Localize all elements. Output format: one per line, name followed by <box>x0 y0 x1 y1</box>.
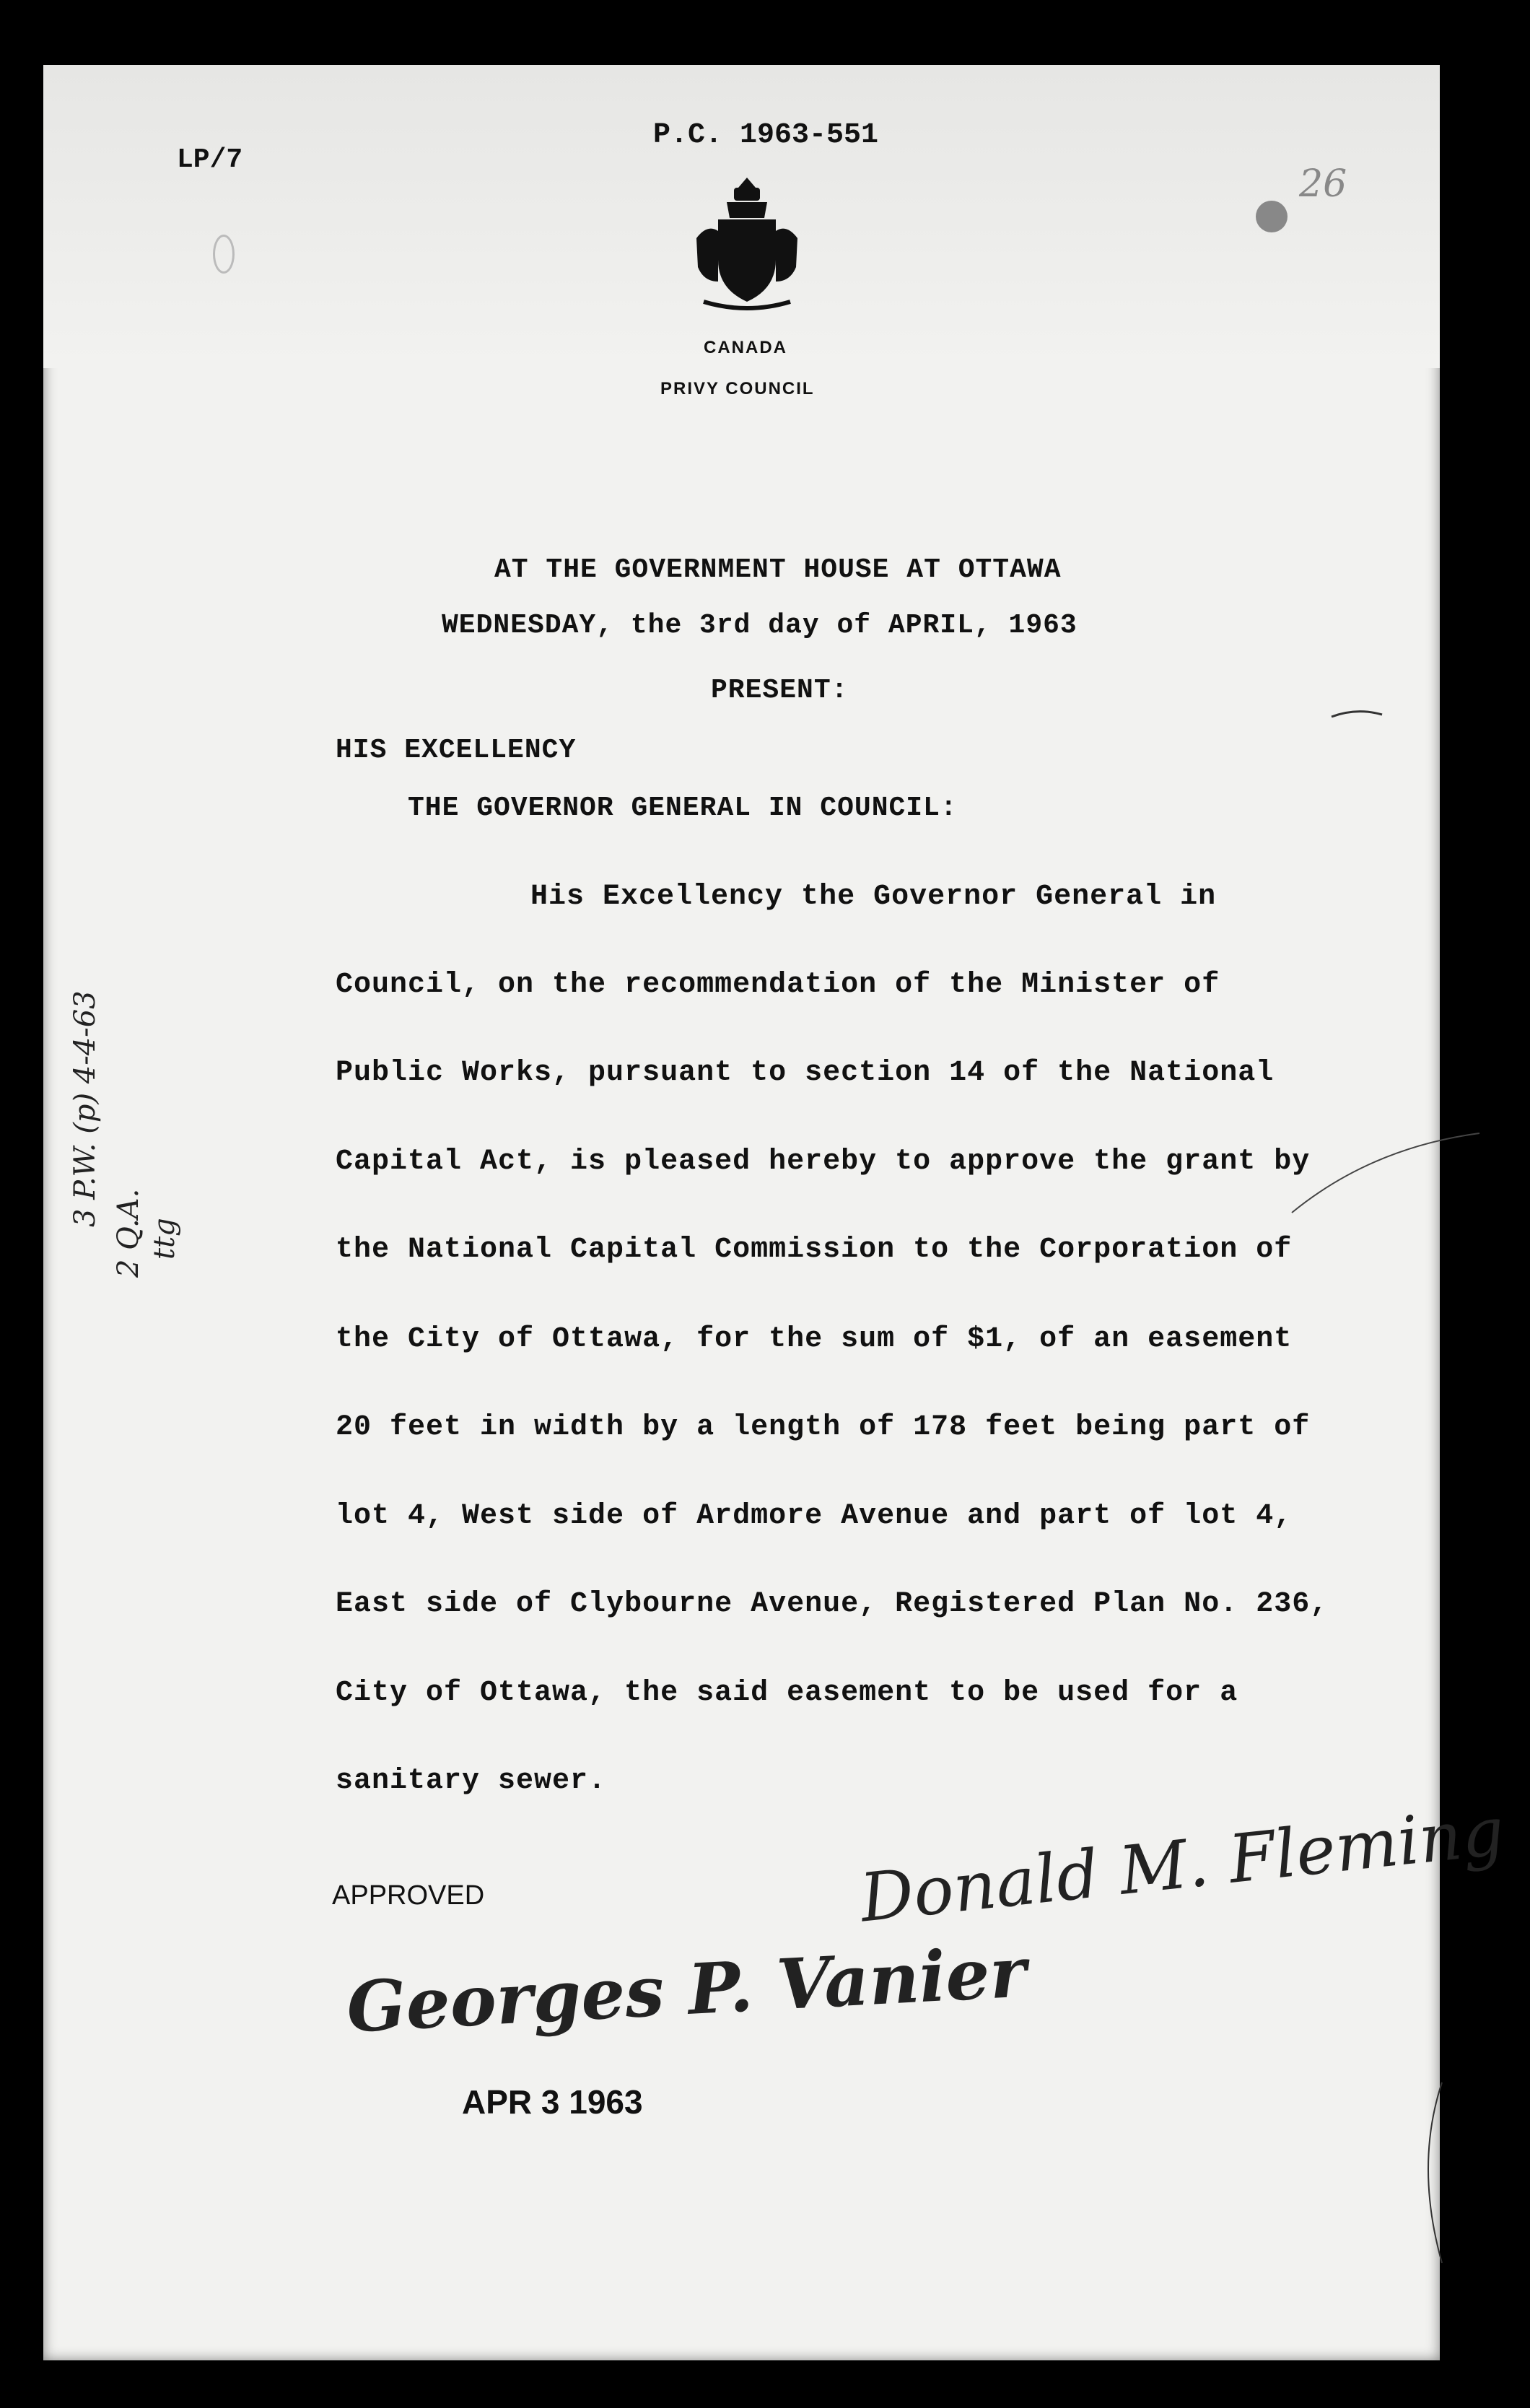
order-number: P.C. 1963-551 <box>653 119 879 152</box>
body-line: the City of Ottawa, for the sum of $1, of an easement <box>336 1323 1293 1356</box>
pencil-stroke-mark <box>1285 1126 1487 1227</box>
addressee-line-1: HIS EXCELLENCY <box>336 735 577 766</box>
edge-curve-mark <box>1415 2079 1443 2267</box>
body-line: lot 4, West side of Ardmore Avenue and part of lot 4, <box>336 1500 1293 1532</box>
body-line: 20 feet in width by a length of 178 feet being part of <box>336 1411 1311 1444</box>
body-line: East side of Clybourne Avenue, Registered Plan No. 236, <box>336 1588 1329 1620</box>
meeting-date: WEDNESDAY, the 3rd day of APRIL, 1963 <box>442 610 1077 641</box>
body-line: His Excellency the Governor General in <box>530 881 1217 913</box>
body-line: Council, on the recommendation of the Minister of <box>336 969 1220 1001</box>
margin-note-line-3: ttg <box>148 1218 181 1260</box>
crest-caption-canada: CANADA <box>704 338 787 357</box>
body-line: the National Capital Commission to the Corporation of <box>336 1234 1293 1266</box>
margin-note-line-2: 2 Q.A. <box>112 1188 145 1278</box>
addressee-line-2: THE GOVERNOR GENERAL IN COUNCIL: <box>408 793 958 824</box>
binder-hole <box>213 235 235 274</box>
crest-caption-privy-council: PRIVY COUNCIL <box>660 379 815 398</box>
coat-of-arms-icon <box>689 173 805 314</box>
approved-label: APPROVED <box>332 1880 485 1911</box>
punch-hole-mark <box>1256 201 1288 232</box>
approval-date-stamp: APR 3 1963 <box>462 2083 643 2121</box>
pencil-dash-mark <box>1328 704 1386 725</box>
folio-number: 26 <box>1299 162 1347 206</box>
present-label: PRESENT: <box>711 675 849 706</box>
body-line: Public Works, pursuant to section 14 of the National <box>336 1057 1275 1089</box>
body-line: Capital Act, is pleased hereby to approve the grant by <box>336 1146 1311 1178</box>
margin-note-line-1: 3 P.W. (p) 4-4-63 <box>69 990 102 1227</box>
meeting-place: AT THE GOVERNMENT HOUSE AT OTTAWA <box>494 554 1062 585</box>
clerk-signature: Donald M. Fleming <box>856 1792 1508 1937</box>
approver-signature: Georges P. Vanier <box>344 1931 1028 2049</box>
body-line: City of Ottawa, the said easement to be used for a <box>336 1677 1238 1709</box>
file-reference: LP/7 <box>177 144 243 175</box>
body-line: sanitary sewer. <box>336 1765 607 1797</box>
